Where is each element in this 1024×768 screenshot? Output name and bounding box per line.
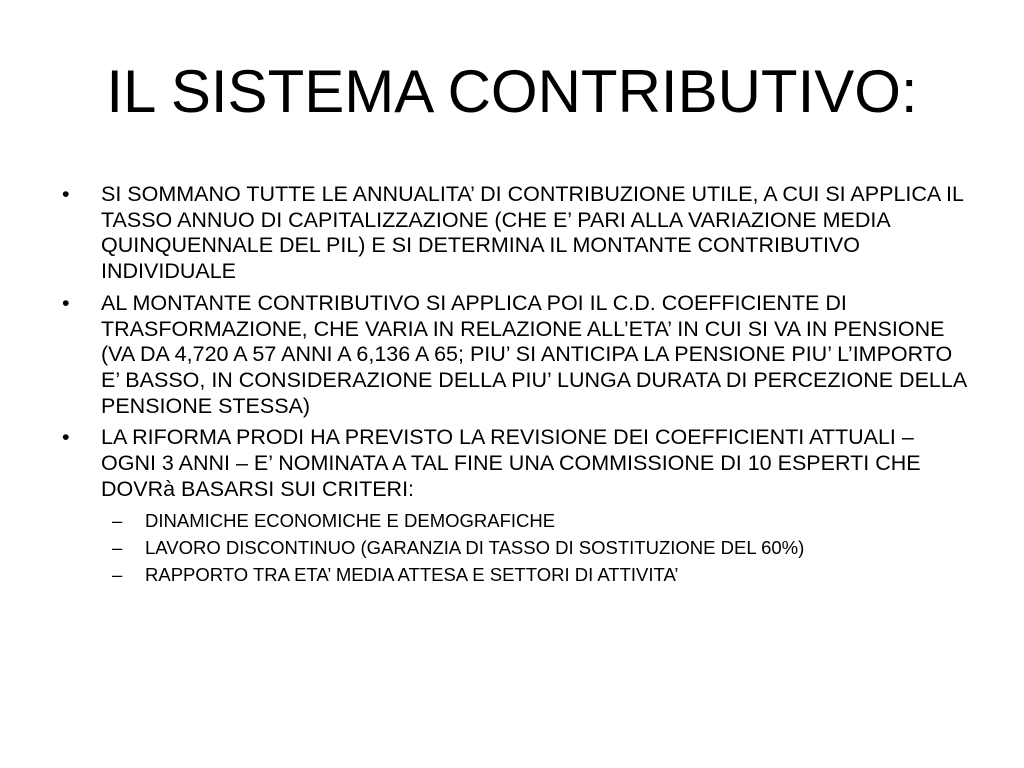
slide-body bbox=[62, 182, 972, 589]
bullet-icon: • bbox=[62, 425, 70, 450]
dash-icon: – bbox=[112, 510, 123, 532]
bullet-item bbox=[62, 425, 972, 502]
dash-icon: – bbox=[112, 564, 123, 586]
bullet-item bbox=[62, 182, 972, 285]
sub-bullet-list bbox=[62, 508, 972, 587]
sub-bullet-item bbox=[62, 562, 972, 587]
sub-bullet-item bbox=[62, 535, 972, 560]
bullet-text: LA RIFORMA PRODI HA PREVISTO LA REVISIONE DEI COEFFICIENTI ATTUALI – OGNI 3 ANNI – E’ NOMINATA A TAL FINE UNA COMMISSIONE DI 10 ESPERTI CHE DOVRà BASARSI SUI CRITERI: bbox=[101, 425, 921, 501]
sub-bullet-text: LAVORO DISCONTINUO (GARANZIA DI TASSO DI SOSTITUZIONE DEL 60%) bbox=[145, 537, 805, 559]
sub-bullet-text: RAPPORTO TRA ETA’ MEDIA ATTESA E SETTORI DI ATTIVITA’ bbox=[145, 564, 679, 586]
bullet-icon: • bbox=[62, 182, 70, 206]
sub-bullet-text: DINAMICHE ECONOMICHE E DEMOGRAFICHE bbox=[145, 510, 556, 532]
dash-icon: – bbox=[112, 537, 123, 559]
sub-bullet-item bbox=[62, 508, 972, 533]
bullet-item bbox=[62, 291, 972, 420]
bullet-icon: • bbox=[62, 290, 70, 315]
slide-title: IL SISTEMA CONTRIBUTIVO: bbox=[106, 58, 918, 125]
bullet-text: AL MONTANTE CONTRIBUTIVO SI APPLICA POI IL C.D. COEFFICIENTE DI TRASFORMAZIONE, CHE VARIA IN RELAZIONE ALL’ETA’ IN CUI SI VA IN PENSIONE (VA DA 4,720 A 57 ANNI A 6,136 A 65; PIU’ SI ANTICIPA LA PENSIONE PIU’ L’IMPORTO E’ BASSO, IN CONSIDERAZIONE DELLA PIU’ LUNGA DURATA DI PERCEZIONE DELLA PENSIONE STESSA) bbox=[101, 290, 966, 418]
bullet-text: SI SOMMANO TUTTE LE ANNUALITA’ DI CONTRIBUZIONE UTILE, A CUI SI APPLICA IL TASSO ANNUO DI CAPITALIZZAZIONE (CHE E’ PARI ALLA VARIAZIONE MEDIA QUINQUENNALE DEL PIL) E SI DETERMINA IL MONTANTE CONTRIBUTIVO INDIVIDUALE bbox=[101, 182, 964, 284]
